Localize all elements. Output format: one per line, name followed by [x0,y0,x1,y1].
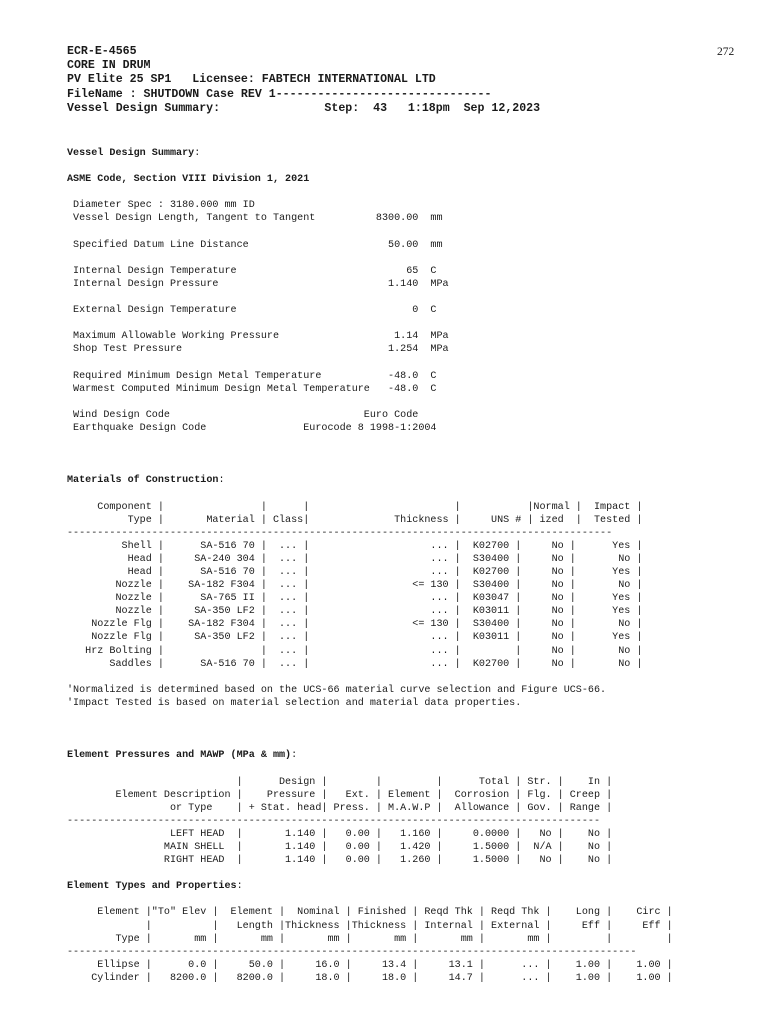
table-row: Head | SA-240 304 | ... | ... | S30400 | No | No | [67,553,643,565]
table-row: Saddles | SA-516 70 | ... | ... | K02700 | No | No | [67,658,643,670]
section-heading [67,880,673,893]
section-heading-suffix: : [194,148,201,159]
table-header-row: | | Length |Thickness |Thickness | Internal | External | Eff | Eff | [67,920,673,932]
spacer [67,160,673,173]
header-line: CORE IN DRUM [67,59,151,73]
design-summary-row: Earthquake Design Code Eurocode 8 1998-1:2004 [67,422,437,434]
spacer [67,448,673,461]
table-row: Nozzle Flg | SA-350 LF2 | ... | ... | K03011 | No | Yes | [67,632,643,644]
spacer [67,671,673,684]
footnote: 'Impact Tested is based on material selection and material data properties. [67,697,522,709]
page-number: 272 [717,46,735,58]
table-header-row: or Type | + Stat. head| Press. | M.A.W.P | Allowance | Gov. | Range | [67,802,613,814]
table-header-row: Type | Material | Class| Thickness | UNS # | ized | Tested | [67,514,643,526]
table-header-row: | Design | | | Total | Str. | In | [67,776,613,788]
table-row: Nozzle | SA-350 LF2 | ... | ... | K03011 | No | Yes | [67,606,643,618]
spacer [67,357,673,370]
section-heading-suffix: : [236,881,243,893]
report-header [67,45,540,116]
section-heading-text: Element Pressures and MAWP (MPa & mm) [67,750,292,762]
table-row: RIGHT HEAD | 1.140 | 0.00 | 1.260 | 1.5000 | No | No | [67,855,613,867]
table-row: Nozzle | SA-765 II | ... | ... | K03047 | No | Yes | [67,593,643,605]
section-heading-text: Element Types and Properties [67,881,237,893]
table-header-row: Component | | | | |Normal | Impact | [67,501,643,513]
table-header-row: Element |"To" Elev | Element | Nominal | Finished | Reqd Thk | Reqd Thk | Long | Circ | [67,907,673,919]
spacer [67,435,673,448]
code-title: ASME Code, Section VIII Division 1, 2021 [67,174,310,186]
design-summary-row: Wind Design Code Euro Code [67,409,419,421]
design-summary-row: Specified Datum Line Distance 50.00 mm [67,239,443,251]
design-summary-row: Maximum Allowable Working Pressure 1.14 MPa [67,331,449,343]
spacer [67,736,673,749]
section-heading-suffix: : [291,750,298,762]
design-summary-row: Internal Design Pressure 1.140 MPa [67,278,449,290]
table-row: Shell | SA-516 70 | ... | ... | K02700 | No | Yes | [67,540,643,552]
table-row: Cylinder | 8200.0 | 8200.0 | 18.0 | 18.0 | 14.7 | ... | 1.00 | 1.00 | [67,972,673,984]
design-summary-row: Shop Test Pressure 1.254 MPa [67,344,449,356]
header-line: PV Elite 25 SP1 Licensee: FABTECH INTERNATIONAL LTD [67,73,436,87]
spacer [67,487,673,500]
table-row: Head | SA-516 70 | ... | ... | K02700 | No | Yes | [67,567,643,578]
spacer [67,710,673,723]
table-separator: ---------------------------------------------------------------------------------------- [67,815,601,827]
table-separator: ---------------------------------------------------------------------------------------------- [67,946,637,958]
header-line: Vessel Design Summary: Step: 43 1:18pm Sep 12,2023 [67,101,541,115]
section-heading [67,749,673,762]
design-summary-row: External Design Temperature 0 C [67,305,437,317]
spacer [67,723,673,736]
table-header-row: Element Description | Pressure | Ext. | Element | Corrosion | Flg. | Creep | [67,789,613,801]
spacer [67,226,673,239]
table-separator: ------------------------------------------------------------------------------------------ [67,527,613,539]
table-row: Nozzle | SA-182 F304 | ... | <= 130 | S30400 | No | No | [67,580,643,592]
design-summary-row: Vessel Design Length, Tangent to Tangent 8300.00 mm [67,213,443,225]
spacer [67,893,673,906]
table-row: Ellipse | 0.0 | 50.0 | 16.0 | 13.4 | 13.1 | ... | 1.00 | 1.00 | [67,959,673,971]
table-row: MAIN SHELL | 1.140 | 0.00 | 1.420 | 1.5000 | N/A | No | [67,841,613,853]
section-heading [67,474,673,487]
spacer [67,291,673,304]
spacer [67,762,673,775]
design-summary-row: Internal Design Temperature 65 C [67,265,437,277]
table-row: Hrz Bolting | | ... | ... | | No | No | [67,645,643,657]
spacer [67,396,673,409]
section-heading-text: Vessel Design Summary [67,148,195,159]
header-line: FileName : SHUTDOWN Case REV 1------------------------------- [67,87,492,101]
design-summary-row: Diameter Spec : 3180.000 mm ID [67,200,255,212]
spacer [67,252,673,265]
report-body [67,147,673,985]
spacer [67,186,673,199]
spacer [67,867,673,880]
footnote: 'Normalized is determined based on the UCS-66 material curve selection and Figure UCS-66. [67,684,607,696]
section-heading-text: Materials of Construction [67,475,219,487]
table-row: LEFT HEAD | 1.140 | 0.00 | 1.160 | 0.0000 | No | No | [67,828,613,840]
section-heading [67,147,673,160]
table-header-row: Type | mm | mm | mm | mm | mm | mm | | | [67,933,673,945]
design-summary-row: Warmest Computed Minimum Design Metal Temperature -48.0 C [67,383,437,395]
section-heading-suffix: : [218,475,225,487]
header-line: ECR-E-4565 [67,45,137,58]
spacer [67,461,673,474]
table-row: Nozzle Flg | SA-182 F304 | ... | <= 130 | S30400 | No | No | [67,619,643,631]
spacer [67,317,673,330]
design-summary-row: Required Minimum Design Metal Temperature -48.0 C [67,370,437,382]
